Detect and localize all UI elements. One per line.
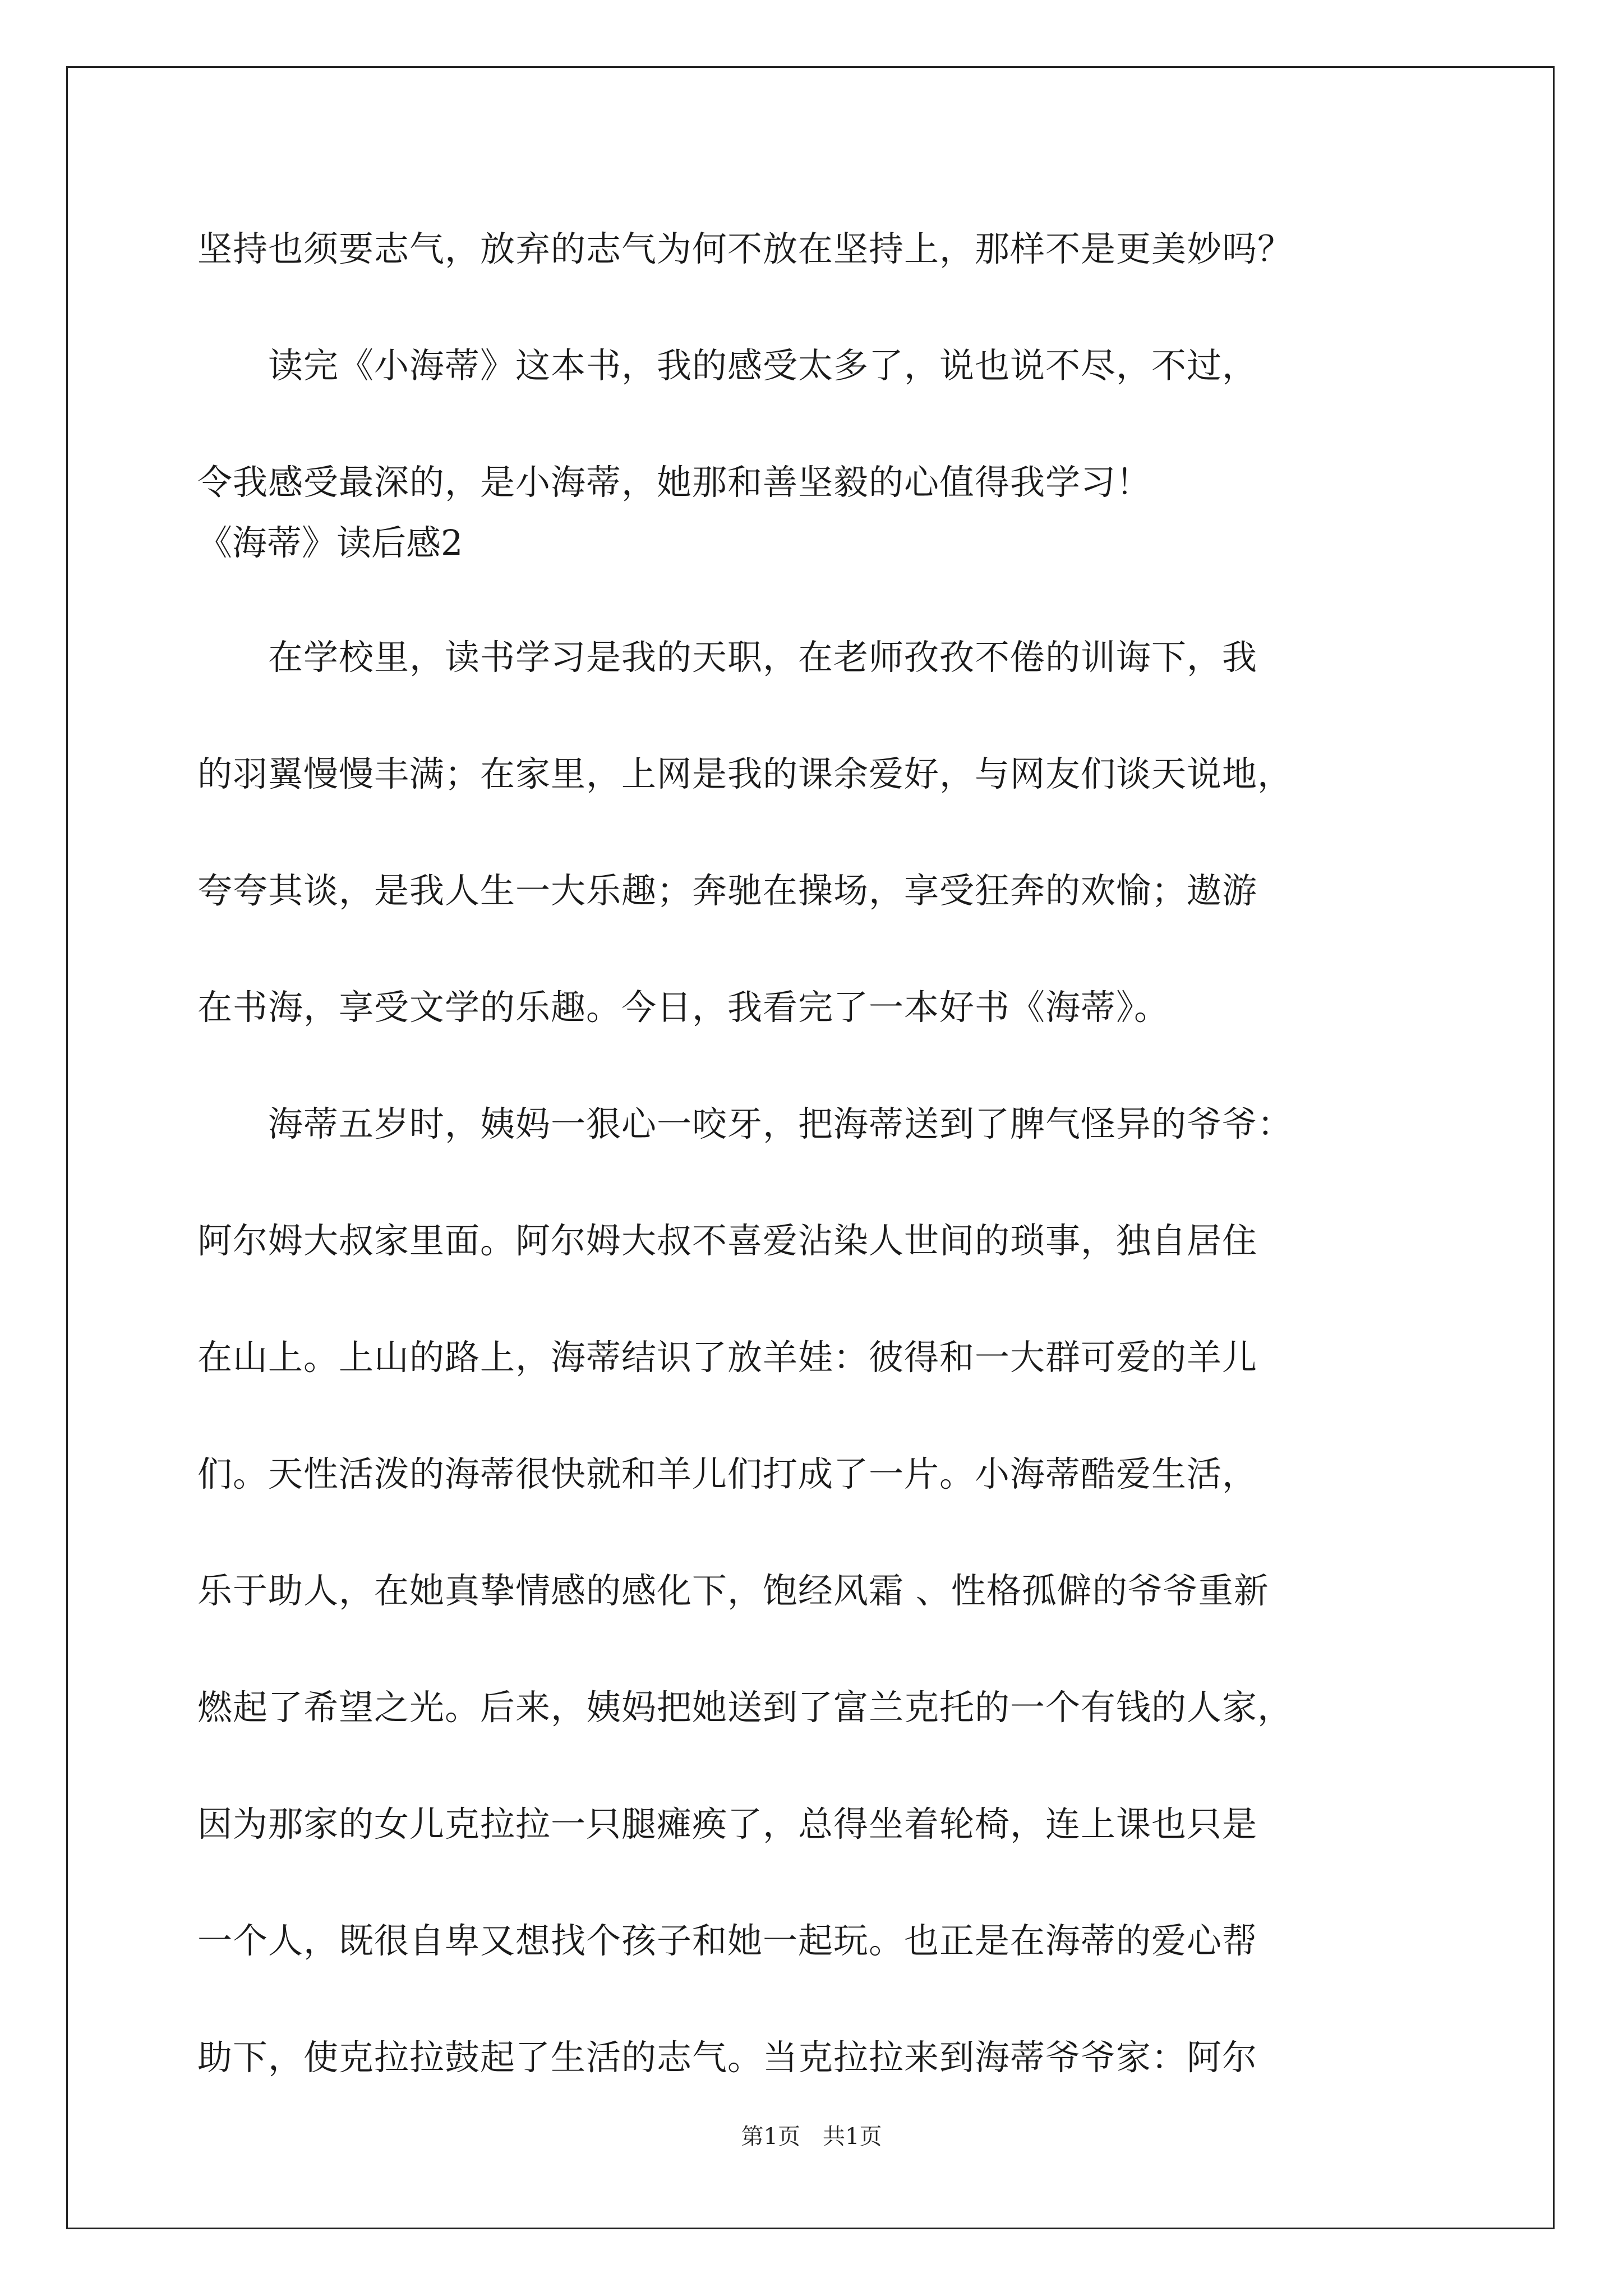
paragraph-line: 因为那家的女儿克拉拉一只腿瘫痪了，总得坐着轮椅，连上课也只是	[197, 1803, 1258, 1844]
paragraph-line: 令我感受最深的，是小海蒂，她那和善坚毅的心值得我学习！	[197, 462, 1152, 503]
paragraph-line: 海蒂五岁时，姨妈一狠心一咬牙，把海蒂送到了脾气怪异的爷爷：	[197, 1103, 1293, 1144]
paragraph-line: 乐于助人，在她真挚情感的感化下，饱经风霜 、性格孤僻的爷爷重新	[197, 1570, 1269, 1611]
line-spacing	[197, 395, 1431, 453]
paragraph-line: 在书海，享受文学的乐趣。今日，我看完了一本好书《海蒂》。	[197, 987, 1170, 1028]
line-spacing	[197, 1737, 1431, 1795]
paragraph-line: 在山上。上山的路上，海蒂结识了放羊娃：彼得和一大群可爱的羊儿	[197, 1337, 1258, 1378]
line-spacing	[197, 572, 1431, 628]
line-spacing	[197, 1387, 1431, 1445]
paragraph-line: 阿尔姆大叔家里面。阿尔姆大叔不喜爱沾染人世间的琐事，独自居住	[197, 1220, 1258, 1261]
paragraph-line: 们。天性活泼的海蒂很快就和羊儿们打成了一片。小海蒂酷爱生活，	[197, 1453, 1258, 1494]
line-spacing	[197, 278, 1431, 337]
paragraph-line: 助下，使克拉拉鼓起了生活的志气。当克拉拉来到海蒂爷爷家：阿尔	[197, 2037, 1258, 2078]
line-spacing	[197, 1503, 1431, 1562]
paragraph-line: 坚持也须要志气，放弃的志气为何不放在坚持上，那样不是更美妙吗？	[197, 228, 1293, 269]
line-spacing	[197, 1037, 1431, 1095]
paragraph-line: 夸夸其谈，是我人生一大乐趣；奔驰在操场，享受狂奔的欢愉；遨游	[197, 870, 1258, 911]
line-spacing	[197, 1853, 1431, 1912]
line-spacing	[197, 1153, 1431, 1212]
paragraph-line: 在学校里，读书学习是我的天职，在老师孜孜不倦的训诲下，我	[197, 637, 1258, 678]
line-spacing	[197, 1270, 1431, 1328]
page-footer	[0, 2123, 1623, 2151]
paragraph-line: 的羽翼慢慢丰满；在家里，上网是我的课余爱好，与网友们谈天说地，	[197, 753, 1293, 794]
line-spacing	[197, 1970, 1431, 2028]
paragraph-line: 燃起了希望之光。后来，姨妈把她送到了富兰克托的一个有钱的人家，	[197, 1687, 1293, 1728]
line-spacing	[197, 920, 1431, 978]
section-title: 《海蒂》读后感2	[197, 522, 463, 563]
page-number-total: 共1页	[823, 2124, 882, 2150]
line-spacing	[197, 803, 1431, 862]
paragraph-line: 一个人，既很自卑又想找个孩子和她一起玩。也正是在海蒂的爱心帮	[197, 1920, 1258, 1961]
page-number-current: 第1页	[741, 2124, 800, 2150]
paragraph-line: 读完《小海蒂》这本书，我的感受太多了，说也说不尽，不过，	[197, 345, 1258, 386]
line-spacing	[197, 687, 1431, 745]
document-body	[197, 220, 1431, 2087]
line-spacing	[197, 1620, 1431, 1678]
